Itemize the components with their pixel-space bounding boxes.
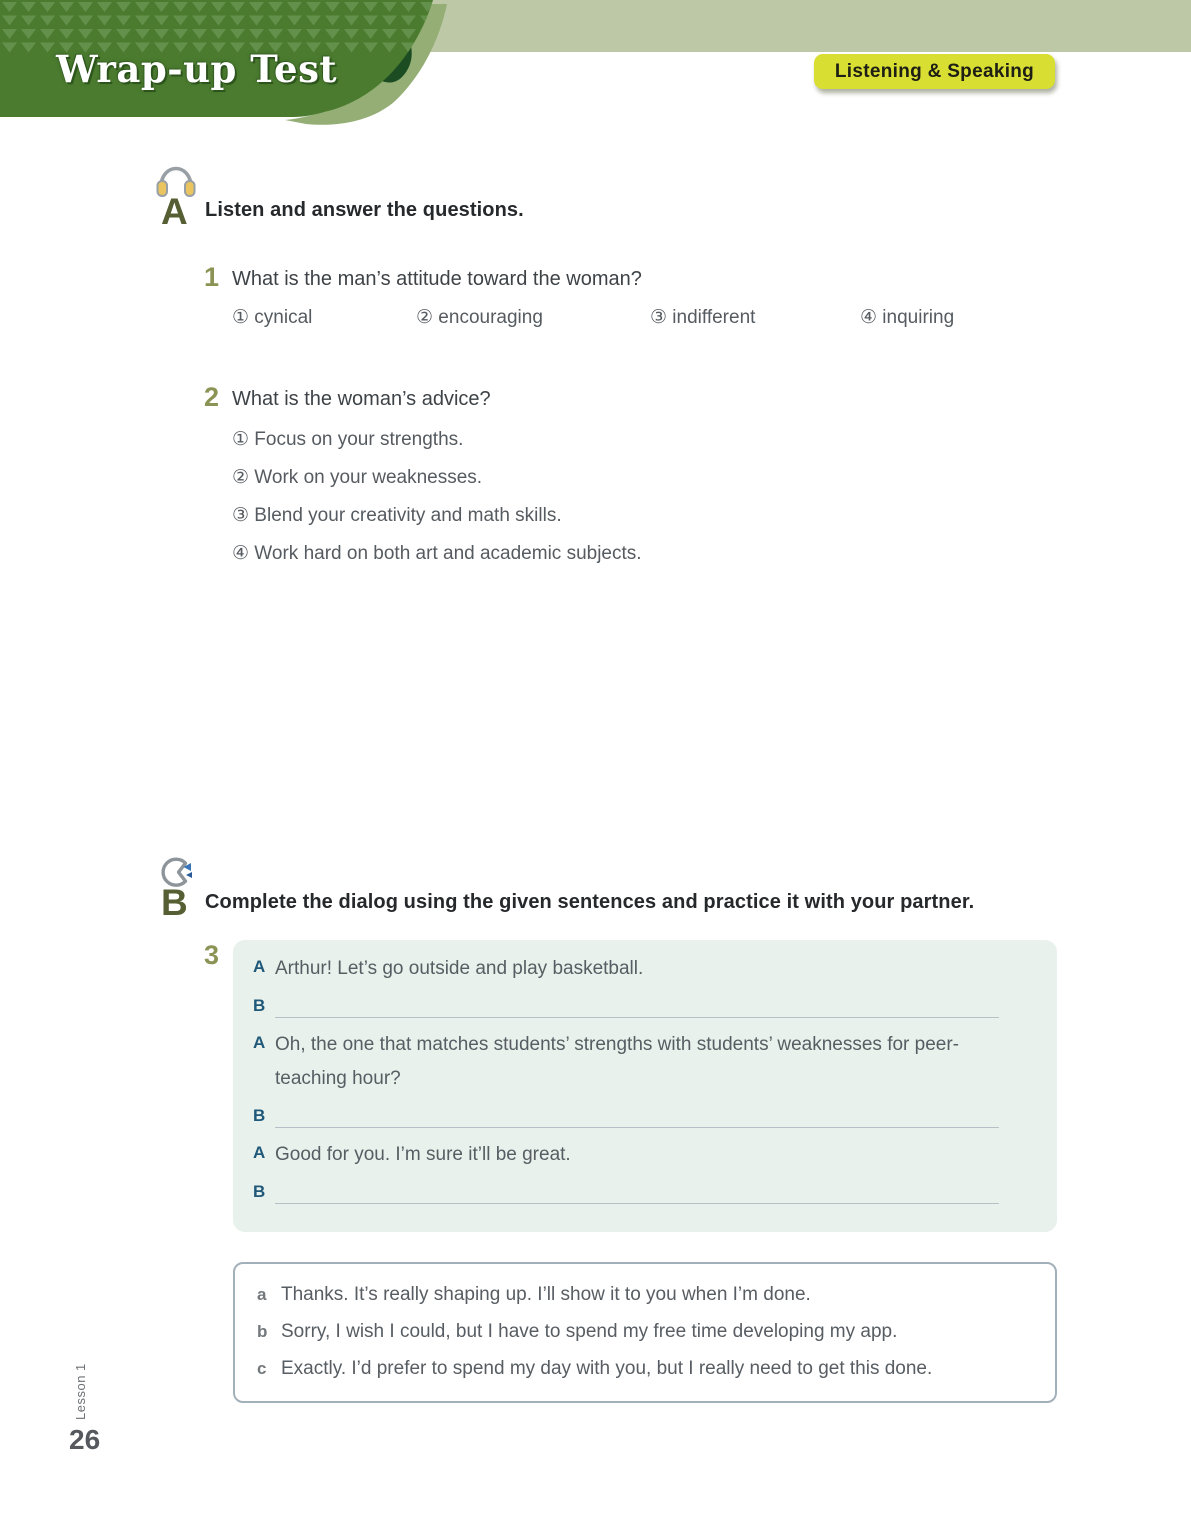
page-number: 26	[69, 1424, 101, 1455]
q2-option-3: ③ Blend your creativity and math skills.	[232, 505, 562, 526]
dialog-line: Good for you. I’m sure it’ll be great.	[275, 1144, 571, 1165]
choice-row	[257, 1313, 1033, 1350]
speaker-label: B	[253, 996, 266, 1015]
question-3-number: 3	[204, 940, 220, 970]
dialog-row	[253, 1028, 1037, 1096]
q1-option-4: ④ inquiring	[860, 307, 955, 328]
speaker-label: A	[253, 1143, 266, 1162]
dialog-line: Oh, the one that matches students’ strengths with students’ weaknesses for peer-teaching hour?	[275, 1034, 960, 1089]
answer-blank-line[interactable]	[275, 992, 999, 1018]
q2-option-4: ④ Work hard on both art and academic subjects.	[232, 543, 642, 564]
q2-option-2: ② Work on your weaknesses.	[232, 467, 483, 488]
speaker-label: A	[253, 957, 266, 976]
choice-text: Sorry, I wish I could, but I have to spend my free time developing my app.	[281, 1321, 898, 1342]
q2-option-1: ① Focus on your strengths.	[232, 429, 464, 450]
dialog-row	[253, 1138, 1037, 1172]
dialog-row	[253, 1178, 1037, 1204]
dialog-row	[253, 952, 1037, 986]
section-a-letter: A	[161, 191, 188, 232]
section-b-letter: B	[161, 882, 188, 923]
choice-text: Thanks. It’s really shaping up. I’ll show it to you when I’m done.	[281, 1284, 811, 1305]
choice-row	[257, 1276, 1033, 1313]
page-title: Wrap-up Test	[56, 47, 337, 91]
answer-choices-box	[233, 1262, 1057, 1403]
choice-row	[257, 1350, 1033, 1387]
answer-blank-line[interactable]	[275, 1178, 999, 1204]
question-1-options	[232, 306, 954, 329]
answer-blank-line[interactable]	[275, 1102, 999, 1128]
question-2-number: 2	[204, 382, 220, 412]
question-1-text: What is the man’s attitude toward the woman?	[232, 268, 642, 290]
dialog-box	[233, 940, 1057, 1232]
q1-option-2: ② encouraging	[416, 307, 543, 328]
dialog-line: Arthur! Let’s go outside and play basketball.	[275, 958, 644, 979]
speaker-label: B	[253, 1182, 266, 1201]
question-2-options	[232, 421, 642, 573]
choice-label: a	[257, 1285, 267, 1304]
question-2-text: What is the woman’s advice?	[232, 388, 491, 410]
section-b-heading: Complete the dialog using the given sentences and practice it with your partner.	[205, 891, 975, 913]
dialog-row	[253, 992, 1037, 1018]
question-1-number: 1	[204, 262, 220, 292]
lesson-label: Lesson 1	[73, 1363, 88, 1420]
listening-speaking-badge: Listening & Speaking	[814, 54, 1055, 89]
dialog-row	[253, 1102, 1037, 1128]
q1-option-3: ③ indifferent	[650, 307, 756, 328]
choice-text: Exactly. I’d prefer to spend my day with you, but I really need to get this done.	[281, 1358, 933, 1379]
choice-label: c	[257, 1359, 267, 1378]
q1-option-1: ① cynical	[232, 307, 313, 328]
section-a-heading: Listen and answer the questions.	[205, 199, 524, 221]
speaker-label: B	[253, 1106, 266, 1125]
choice-label: b	[257, 1322, 268, 1341]
speaker-label: A	[253, 1033, 266, 1052]
